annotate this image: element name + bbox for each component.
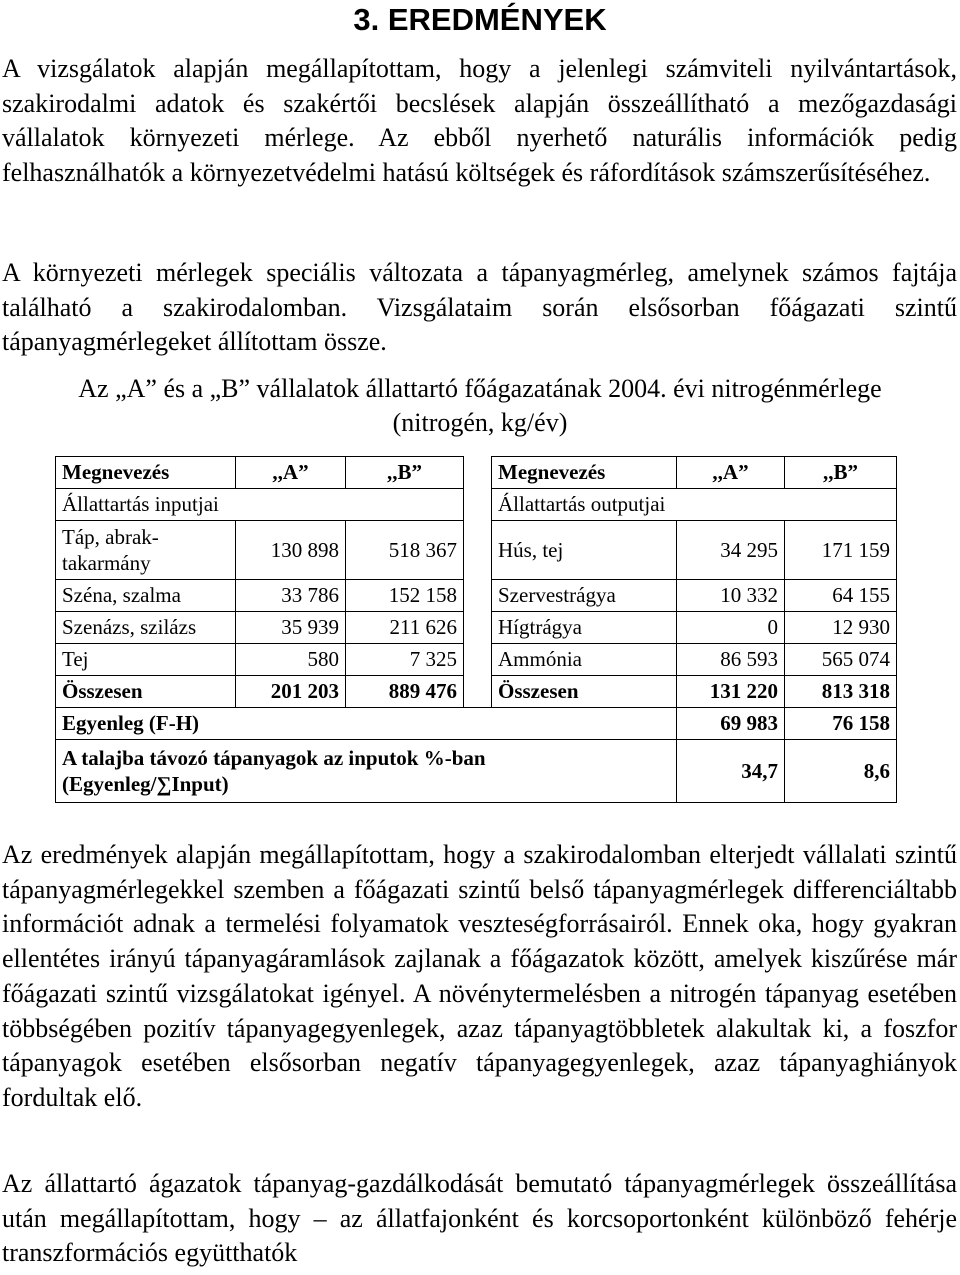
cell-b-right: 12 930 [785,612,897,644]
cell-b-left: 152 158 [346,580,464,612]
balance-a: 69 983 [677,708,785,740]
row-label-left: Szenázs, szilázs [56,612,236,644]
table-caption-title: Az „A” és a „B” vállalatok állattartó főágazatának 2004. évi nitrogénmérlege [78,374,882,403]
cell-b-right: 565 074 [785,644,897,676]
cell-b-left: 518 367 [346,521,464,580]
paragraph-1: A vizsgálatok alapján megállapítottam, hogy a jelenlegi számviteli nyilvántartások, szakirodalmi adatok és szakértői becslések alapján összeállítható a mezőgazdasági vállalatok környezeti mérlege. Az ebből nyerhető naturális információk pedig felhasználhatók a környezetvédelmi hatású költségek és ráfordítások számszerűsítéséhez. [2,54,957,188]
row-label-left: Tej [56,644,236,676]
table-row [56,580,897,612]
row-label-right: Hígtrágya [492,612,677,644]
col-header-name-left: Megnevezés [56,457,236,489]
row-label-left: Táp, abrak-takarmány [56,521,236,580]
cell-b-right: 64 155 [785,580,897,612]
table-gap [464,489,492,521]
table-header-row [56,457,897,489]
col-header-b-left: ,,B” [346,457,464,489]
balance-label: Egyenleg (F-H) [56,708,677,740]
total-label-right: Összesen [492,676,677,708]
table-gap [464,644,492,676]
row-label-left: Széna, szalma [56,580,236,612]
balance-b: 76 158 [785,708,897,740]
row-label-right: Ammónia [492,644,677,676]
total-a-right: 131 220 [677,676,785,708]
ratio-label [56,740,677,803]
col-header-a-right: ,,A” [677,457,785,489]
section-heading-text: 3. EREDMÉNYEK [353,2,607,37]
section-label-inputs: Állattartás inputjai [56,489,464,521]
total-a-left: 201 203 [236,676,346,708]
table-ratio-row [56,740,897,803]
table-row [56,521,897,580]
table-caption-unit: (nitrogén, kg/év) [392,408,568,437]
table-gap [464,457,492,489]
cell-a-right: 0 [677,612,785,644]
paragraph-3: Az eredmények alapján megállapítottam, hogy a szakirodalomban elterjedt vállalati szintű tápanyagmérlegekkel szemben a főágazati szintű belső tápanyagmérlegek differenciáltabb információt adnak a termelési folyamatok veszteségforrásairól. Ennek oka, hogy gyakran ellentétes irányú tápanyagáramlások zajlanak a főágazatok között, amelyek kiszűrése már főágazati szintű vizsgálatokat igényel. A növénytermelésben a nitrogén tápanyag esetében többségében pozitív tápanyagegyenlegek, azaz tápanyagtöbbletek alakultak ki, a foszfor tápanyagok esetében elsősorban negatív tápanyagegyenlegek, azaz tápanyaghiányok fordultak elő. [2,840,957,1112]
cell-a-left: 130 898 [236,521,346,580]
table-gap [464,676,492,708]
table-section-row [56,489,897,521]
total-b-right: 813 318 [785,676,897,708]
cell-a-right: 34 295 [677,521,785,580]
total-label-left: Összesen [56,676,236,708]
table-gap [464,521,492,580]
cell-a-left: 580 [236,644,346,676]
cell-b-left: 211 626 [346,612,464,644]
col-header-name-right: Megnevezés [492,457,677,489]
col-header-b-right: ,,B” [785,457,897,489]
ratio-a: 34,7 [677,740,785,803]
paragraph-4: Az állattartó ágazatok tápanyag-gazdálkodását bemutató tápanyagmérlegek összeállítása után megállapítottam, hogy – az állatfajonként és korcsoportonként különböző fehérje transzformációs együtthatók [2,1169,957,1268]
cell-a-right: 10 332 [677,580,785,612]
table-row [56,644,897,676]
total-b-left: 889 476 [346,676,464,708]
ratio-b: 8,6 [785,740,897,803]
table-gap [464,612,492,644]
cell-a-right: 86 593 [677,644,785,676]
cell-a-left: 33 786 [236,580,346,612]
col-header-a-left: ,,A” [236,457,346,489]
section-heading [0,0,960,40]
cell-b-right: 171 159 [785,521,897,580]
section-label-outputs: Állattartás outputjai [492,489,897,521]
table-total-row [56,676,897,708]
nitrogen-balance-table [55,456,897,803]
ratio-label-line2: (Egyenleg/∑Input) [62,772,229,796]
row-label-right: Szervestrágya [492,580,677,612]
paragraph-2: A környezeti mérlegek speciális változata a tápanyagmérleg, amelynek számos fajtája található a szakirodalomban. Vizsgálataim során elsősorban főágazati szintű tápanyagmérlegeket állítottam össze. [2,258,957,357]
cell-b-left: 7 325 [346,644,464,676]
table-row [56,612,897,644]
row-label-right: Hús, tej [492,521,677,580]
table-gap [464,580,492,612]
table-balance-row [56,708,897,740]
ratio-label-line1: A talajba távozó tápanyagok az inputok %-ban [62,746,486,770]
cell-a-left: 35 939 [236,612,346,644]
